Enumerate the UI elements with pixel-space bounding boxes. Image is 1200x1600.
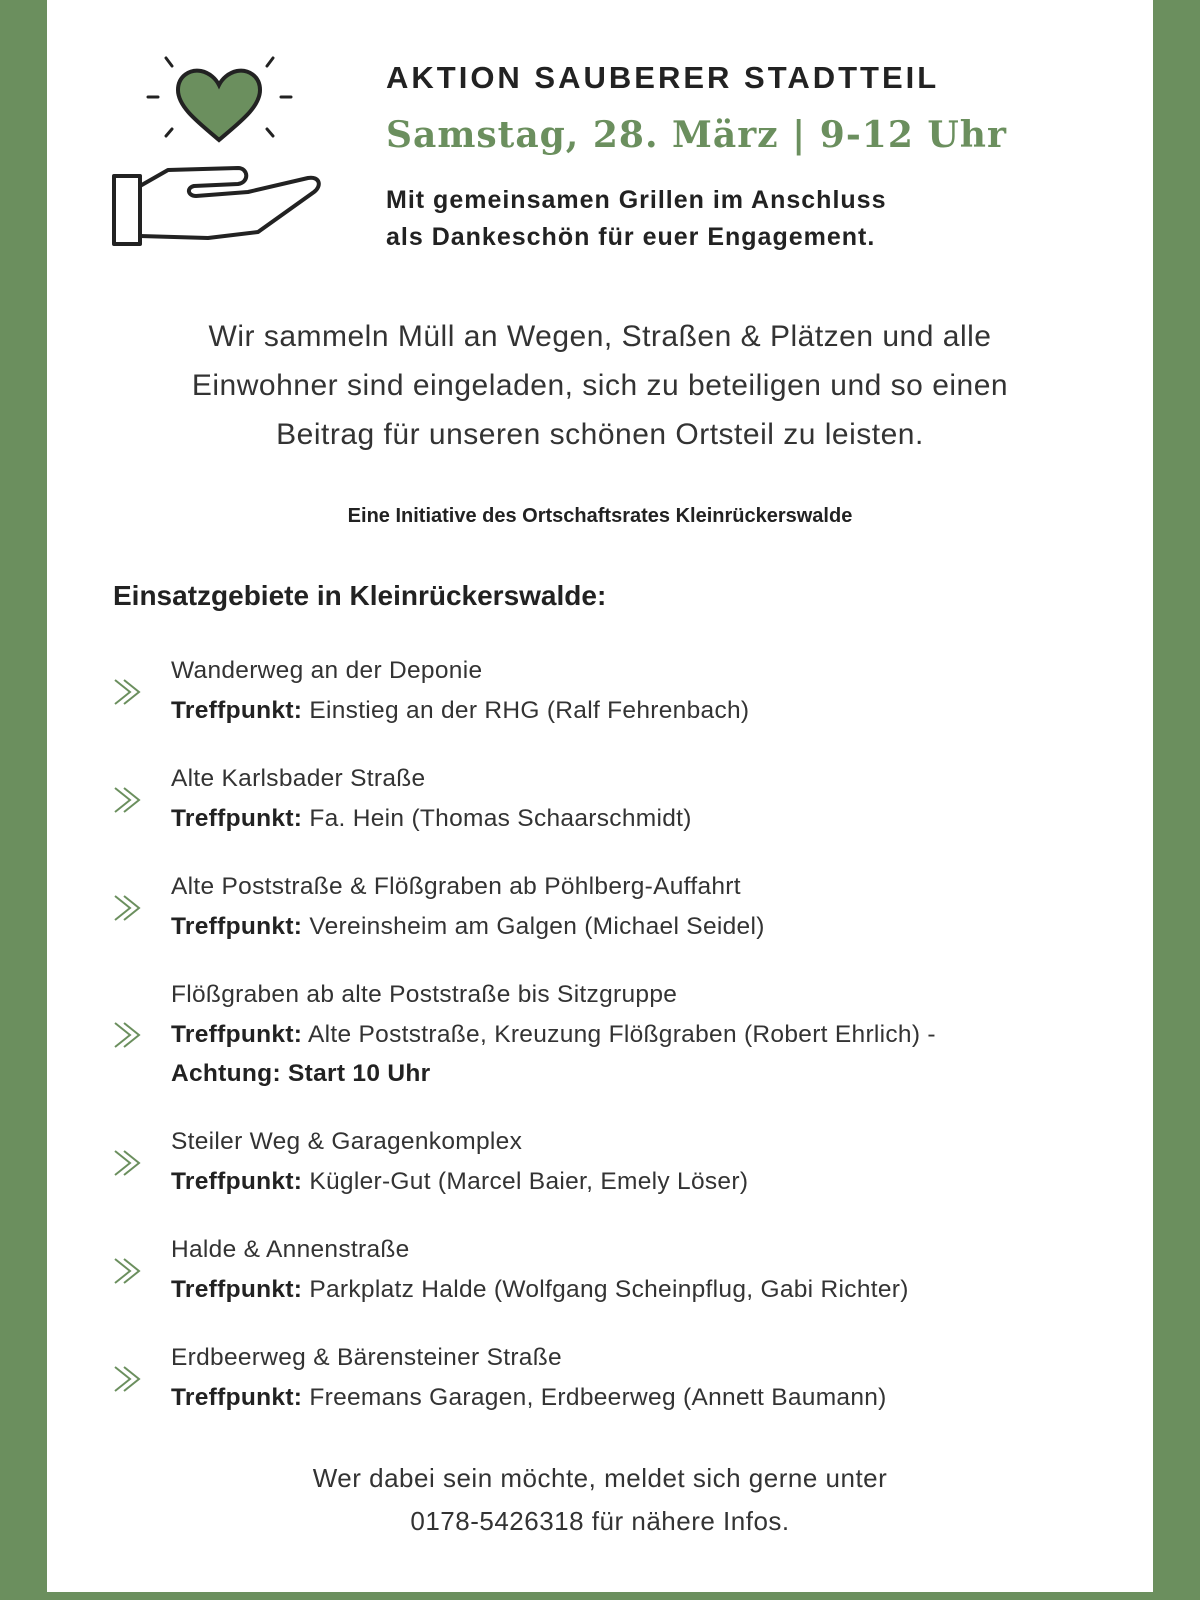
footer-line: Wer dabei sein möchte, meldet sich gerne unter: [312, 1463, 888, 1493]
meeting-point-text: Parkplatz Halde (Wolfgang Scheinpflug, Gabi Richter): [309, 1275, 909, 1303]
intro-line: Beitrag für unseren schönen Ortsteil zu leisten.: [276, 418, 924, 451]
event-subtitle: [386, 182, 886, 256]
area-item: [171, 975, 936, 1094]
meeting-label: Treffpunkt:: [171, 912, 303, 940]
meeting-label: Treffpunkt:: [171, 696, 303, 724]
meeting-point: [171, 691, 749, 731]
area-item: [171, 867, 765, 946]
area-name: Erdbeerweg & Bärensteiner Straße: [171, 1344, 562, 1371]
intro-line: Wir sammeln Müll an Wegen, Straßen & Plätzen und alle: [208, 320, 992, 353]
area-item: [171, 651, 749, 730]
meeting-label: Treffpunkt:: [171, 804, 303, 832]
area-name: Wanderweg an der Deponie: [171, 657, 483, 684]
area-item: [171, 1230, 909, 1309]
meeting-point: [171, 1162, 748, 1202]
area-note: [171, 1054, 936, 1094]
chevron-double-right-icon: [112, 893, 146, 923]
meeting-point: [171, 907, 765, 947]
meeting-point-text: Kügler-Gut (Marcel Baier, Emely Löser): [309, 1167, 749, 1195]
meeting-point-text: Alte Poststraße, Kreuzung Flößgraben (Robert Ehrlich) -: [308, 1020, 936, 1048]
event-date: Samstag, 28. März | 9-12 Uhr: [386, 114, 1007, 156]
initiative-note: Eine Initiative des Ortschaftsrates Kleinrückerswalde: [347, 505, 853, 527]
meeting-point: [171, 1270, 909, 1310]
intro-line: Einwohner sind eingeladen, sich zu beteiligen und so einen: [191, 369, 1009, 402]
heart-in-hand-icon: [108, 52, 338, 252]
event-title: AKTION SAUBERER STADTTEIL: [386, 60, 940, 95]
meeting-label: Treffpunkt:: [171, 1167, 303, 1195]
meeting-label: Treffpunkt:: [171, 1275, 303, 1303]
meeting-point: [171, 1015, 936, 1055]
meeting-point-text: Einstieg an der RHG (Ralf Fehrenbach): [309, 696, 750, 724]
intro-paragraph: [0, 312, 1200, 459]
areas-heading: Einsatzgebiete in Kleinrückerswalde:: [113, 580, 607, 611]
area-name: Alte Karlsbader Straße: [171, 765, 426, 792]
meeting-label: Treffpunkt:: [171, 1383, 303, 1411]
subtitle-line: Mit gemeinsamen Grillen im Anschluss: [386, 186, 887, 214]
area-note-text: Achtung: Start 10 Uhr: [171, 1060, 431, 1087]
meeting-point-text: Freemans Garagen, Erdbeerweg (Annett Baumann): [309, 1383, 887, 1411]
meeting-point: [171, 799, 692, 839]
subtitle-line: als Dankeschön für euer Engagement.: [386, 223, 876, 251]
chevron-double-right-icon: [112, 1364, 146, 1394]
chevron-double-right-icon: [112, 677, 146, 707]
meeting-point: [171, 1378, 887, 1418]
area-name: Steiler Weg & Garagenkomplex: [171, 1128, 523, 1155]
area-item: [171, 759, 692, 838]
meeting-point-text: Vereinsheim am Galgen (Michael Seidel): [309, 912, 765, 940]
chevron-double-right-icon: [112, 1256, 146, 1286]
footer-phone-line: 0178-5426318 für nähere Infos.: [410, 1506, 790, 1536]
meeting-label: Treffpunkt:: [171, 1020, 303, 1048]
meeting-point-text: Fa. Hein (Thomas Schaarschmidt): [309, 804, 692, 832]
area-item: [171, 1122, 748, 1201]
chevron-double-right-icon: [112, 1148, 146, 1178]
chevron-double-right-icon: [112, 785, 146, 815]
contact-footer: [0, 1457, 1200, 1543]
area-name: Alte Poststraße & Flößgraben ab Pöhlberg-Auffahrt: [171, 873, 741, 900]
chevron-double-right-icon: [112, 1020, 146, 1050]
area-item: [171, 1338, 887, 1417]
area-name: Flößgraben ab alte Poststraße bis Sitzgruppe: [171, 981, 678, 1008]
area-name: Halde & Annenstraße: [171, 1236, 410, 1263]
